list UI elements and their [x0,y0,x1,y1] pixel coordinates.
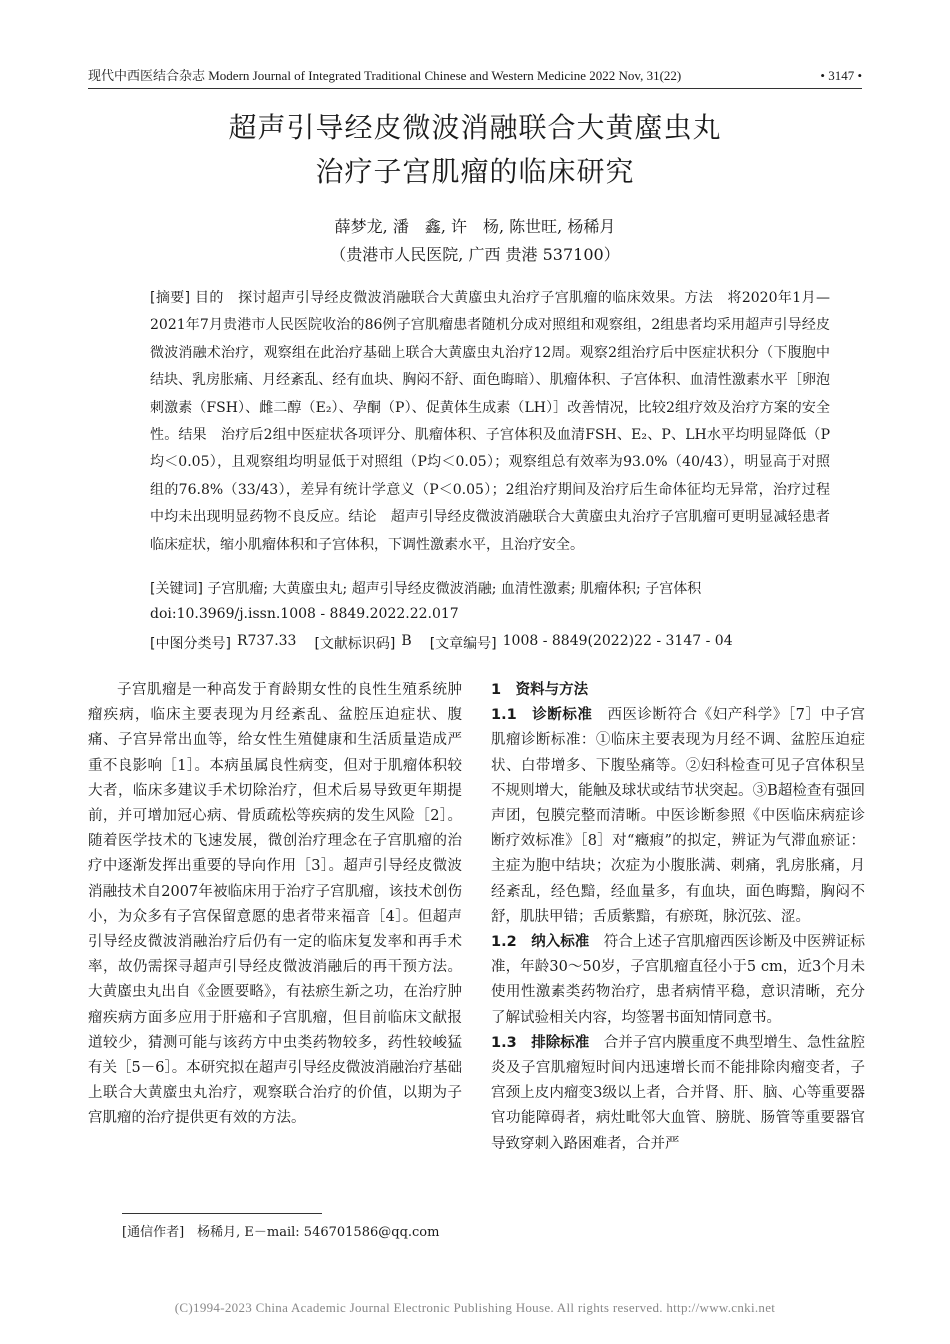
section-1-1 [491,703,865,930]
section-1-1-heading: 1.1 诊断标准 [491,707,593,724]
clc-label: [中图分类号] [150,636,231,652]
running-header [88,60,862,84]
abstract [150,285,830,559]
article-title-line-1: 超声引导经皮微波消融联合大黄䗪虫丸 [228,111,722,144]
copyright-notice: (C)1994-2023 China Academic Journal Electronic Publishing House. All rights reserved. http://www.cnki.net [174,1300,776,1315]
right-column [491,678,865,1157]
section-1-3-text: 合并子宫内膜重度不典型增生、急性盆腔炎及子宫肌瘤短时间内迅速增长而不能排除肉瘤变者，子宫颈上皮内瘤变3级以上者，合并肾、肝、脑、心等重要器官功能障碍者，病灶毗邻大血管、膀胱、肠管等重要器官导致穿刺入路困难者，合并严 [491,1034,866,1152]
abstract-text: 目的 探讨超声引导经皮微波消融联合大黄䗪虫丸治疗子宫肌瘤的临床效果。方法 将2020年1月—2021年7月贵港市人民医院收治的86例子宫肌瘤患者随机分成对照组和观察组，2组患者均采用超声引导经皮微波消融术治疗，观察组在此治疗基础上联合大黄䗪虫丸治疗12周。观察2组治疗后中医症状积分（下腹胞中结块、乳房胀痛、月经紊乱、经有血块、胸闷不舒、面色晦暗）、肌瘤体积、子宫体积、血清性激素水平［卵泡刺激素（FSH）、雌二醇（E₂）、孕酮（P）、促黄体生成素（LH）］改善情况，比较2组疗效及治疗方案的安全性。结果 治疗后2组中医症状各项评分、肌瘤体积、子宫体积及血清FSH、E₂、P、LH水平均明显降低（P均＜0.05），且观察组均明显低于对照组（P均＜0.05）；观察组总有效率为93.0%（40/43），明显高于对照组的76.8%（33/43），差异有统计学意义（P＜0.05）；2组治疗期间及治疗后生命体征均无异常，治疗过程中均未出现明显药物不良反应。结论 超声引导经皮微波消融联合大黄䗪虫丸治疗子宫肌瘤可更明显减轻患者临床症状，缩小肌瘤体积和子宫体积，下调性激素水平，且治疗安全。 [150,290,830,553]
section-1-2 [491,930,865,1031]
intro-paragraph: 子宫肌瘤是一种高发于育龄期女性的良性生殖系统肿瘤疾病，临床主要表现为月经紊乱、盆腔压迫症状、腹痛、子宫异常出血等，给女性生殖健康和生活质量造成严重不良影响［1］。本病虽属良性病变，但对于肌瘤体积较大者，临床多建议手术切除治疗，但术后易导致更年期提前，并可增加冠心病、骨质疏松等疾病的发生风险［2］。随着医学技术的飞速发展，微创治疗理念在子宫肌瘤的治疗中逐渐发挥出重要的导向作用［3］。超声引导经皮微波消融技术自2007年被临床用于治疗子宫肌瘤，该技术创伤小，为众多有子宫保留意愿的患者带来福音［4］。但超声引导经皮微波消融治疗后仍有一定的临床复发率和再手术率，故仍需探寻超声引导经皮微波消融后的再干预方法。大黄䗪虫丸出自《金匮要略》，有祛瘀生新之功，在治疗肿瘤疾病方面多应用于肝癌和子宫肌瘤，但目前临床文献报道较少，猜测可能与该药方中虫类药物较多，药性较峻猛有关［5－6］。本研究拟在超声引导经皮微波消融治疗基础上联合大黄䗪虫丸治疗，观察联合治疗的价值，以期为子宫肌瘤的治疗提供更有效的方法。 [88,682,462,1127]
keywords-label: [关键词] [150,581,203,597]
article-number-value: 1008 - 8849(2022)22 - 3147 - 04 [502,633,733,649]
abstract-label: [摘要] [150,290,191,306]
doc-code-label: [文献标识码] [314,636,396,652]
article-title-line-2: 治疗子宫肌瘤的临床研究 [315,155,635,188]
section-1-3 [491,1031,865,1157]
section-1-1-text: 西医诊断符合《妇产科学》［7］中子宫肌瘤诊断标准：①临床主要表现为月经不调、盆腔压迫症状、白带增多、下腹坠痛等。②妇科检查可见子宫体积呈不规则增大，能触及球状或结节状突起。③B超检查有强回声团，包膜完整而清晰。中医诊断参照《中医临床病症诊断疗效标准》［8］对“癥瘕”的拟定，辨证为气滞血瘀证：主症为胞中结块；次症为小腹胀满、刺痛，乳房胀痛，月经紊乱，经色黯，经血量多，有血块，面色晦黯，胸闷不舒，肌肤甲错；舌质紫黯，有瘀斑，脉沉弦、涩。 [491,707,866,925]
doi: doi:10.3969/j.issn.1008 - 8849.2022.22.017 [150,606,459,622]
section-heading-methods: 1 资料与方法 [491,682,589,698]
section-1-3-heading: 1.3 排除标准 [491,1034,590,1051]
section-1-2-heading: 1.2 纳入标准 [491,934,590,951]
article-number-label: [文章编号] [429,636,497,652]
left-column [88,678,462,1132]
corresponding-author-note: [通信作者] 杨稀月, E－mail: 546701586@qq.com [122,1225,440,1240]
clc-value: R737.33 [236,633,297,649]
header-divider [88,88,862,89]
author-list: 薛梦龙, 潘 鑫, 许 杨, 陈世旺, 杨稀月 [334,217,616,236]
page-number: • 3147 • [820,68,862,83]
keywords [150,578,850,598]
keywords-text: 子宫肌瘤; 大黄䗪虫丸; 超声引导经皮微波消融; 血清性激素; 肌瘤体积; 子宫体积 [207,581,702,597]
footnote-divider [122,1213,322,1214]
classification-line [150,633,850,653]
doc-code-value: B [401,633,412,649]
section-1-2-text: 符合上述子宫肌瘤西医诊断及中医辨证标准，年龄30～50岁，子宫肌瘤直径小于5 cm，近3个月未使用性激素类药物治疗，患者病情平稳，意识清晰，充分了解试验相关内容，均签署书面知情同意书。 [491,934,866,1026]
affiliation: （贵港市人民医院, 广西 贵港 537100） [330,245,620,264]
journal-name: 现代中西医结合杂志 Modern Journal of Integrated Traditional Chinese and Western Medicine 2022 Nov, 31(22) [88,68,682,83]
